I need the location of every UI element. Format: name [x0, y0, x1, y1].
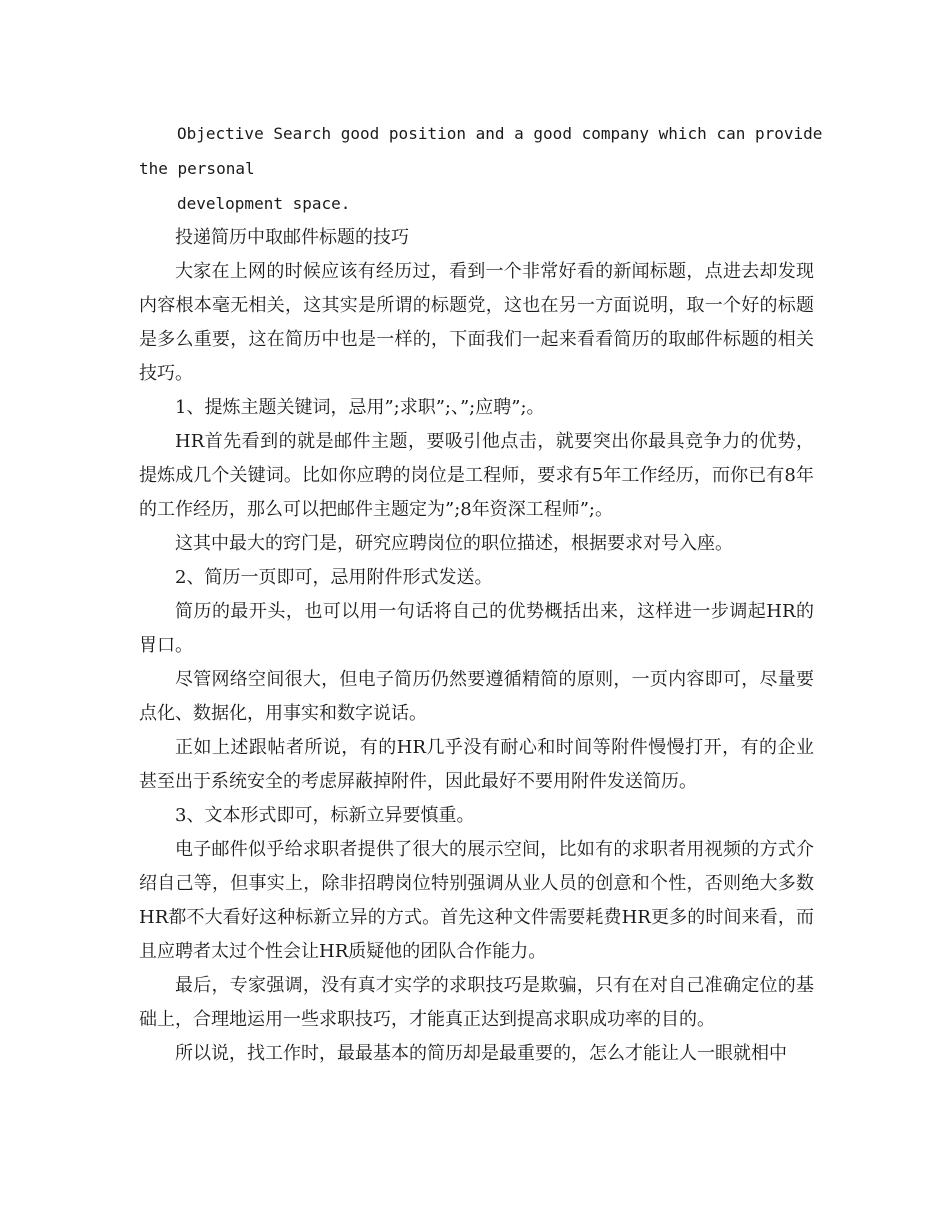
objective-line-1: Objective Search good position and a good company which can provide	[177, 124, 823, 143]
paragraph-intro: 大家在上网的时候应该有经历过，看到一个非常好看的新闻标题，点进去却发现内容根本毫无相关，这其实是所谓的标题党，这也在另一方面说明，取一个好的标题是多么重要，这在简历中也是一样的，下面我们一起来看看简历的取邮件标题的相关技巧。	[139, 261, 814, 384]
objective-line-3: development space.	[177, 194, 351, 213]
paragraph-tip-2-a: 简历的最开头，也可以用一句话将自己的优势概括出来，这样进一步调起HR的胃口。	[139, 601, 814, 656]
paragraph-final: 所以说，找工作时，最最基本的简历却是最重要的，怎么才能让人一眼就相中	[175, 1043, 787, 1064]
paragraph-tip-1-note: 这其中最大的窍门是，研究应聘岗位的职位描述，根据要求对号入座。	[175, 533, 733, 554]
tip-3-heading: 3、文本形式即可，标新立异要慎重。	[175, 805, 475, 826]
paragraph-tip-2-b: 尽管网络空间很大，但电子简历仍然要遵循精简的原则，一页内容即可，尽量要点化、数据化，用事实和数字说话。	[139, 669, 814, 724]
paragraph-tip-2-c: 正如上述跟帖者所说，有的HR几乎没有耐心和时间等附件慢慢打开，有的企业甚至出于系统安全的考虑屏蔽掉附件，因此最好不要用附件发送简历。	[139, 737, 814, 792]
tip-1-heading: 1、提炼主题关键词，忌用”;求职”;、”;应聘”;。	[175, 397, 545, 418]
tip-2-heading: 2、简历一页即可，忌用附件形式发送。	[175, 567, 493, 588]
paragraph-tip-1: HR首先看到的就是邮件主题，要吸引他点击，就要突出你最具竞争力的优势，提炼成几个关键词。比如你应聘的岗位是工程师，要求有5年工作经历，而你已有8年的工作经历，那么可以把邮件主题定为”;8年资深工程师”;。	[139, 431, 814, 520]
section-title: 投递简历中取邮件标题的技巧	[175, 227, 409, 248]
objective-line-2: the personal	[139, 159, 255, 178]
paragraph-conclusion: 最后，专家强调，没有真才实学的求职技巧是欺骗，只有在对自己准确定位的基础上，合理地运用一些求职技巧，才能真正达到提高求职成功率的目的。	[139, 975, 814, 1030]
paragraph-tip-3: 电子邮件似乎给求职者提供了很大的展示空间，比如有的求职者用视频的方式介绍自己等，但事实上，除非招聘岗位特别强调从业人员的创意和个性，否则绝大多数HR都不大看好这种标新立异的方式。首先这种文件需要耗费HR更多的时间来看，而且应聘者太过个性会让HR质疑他的团队合作能力。	[139, 839, 814, 962]
document-body	[139, 116, 823, 1071]
